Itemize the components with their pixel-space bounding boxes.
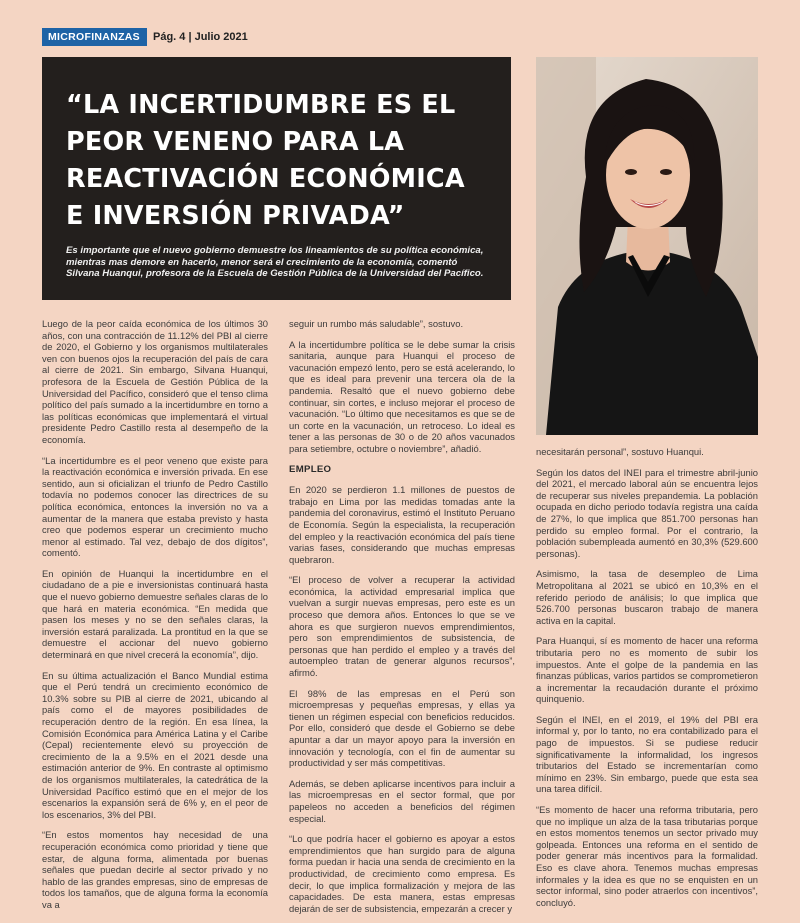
paragraph: Luego de la peor caída económica de los últimos 30 años, con una contracción de 11.12% del PBI al cierre de 2020, el Gobierno y los organismos multilaterales ven con buenos ojos la recuperación del país de cara al cierre de 2021. Sin embargo, Silvana Huanqui, profesora de la Escuela de Gestión Pública de la Universidad del Pacífico, consideró que el tenso clima político del país sumado a la incertidumbre en torno a las políticas económicas que implementará el virtual presidente Pedro Castillo resta al desempeño de la economía. — [42, 318, 268, 445]
paragraph: Además, se deben aplicarse incentivos para incluir a las microempresas en el sector formal, que por papeleos no acceden a beneficios del régimen especial. — [289, 777, 515, 824]
paragraph: Según el INEI, en el 2019, el 19% del PBI era informal y, por lo tanto, no era contabilizado para el pago de impuestos. Si se pudiese reducir significativamente la informalidad, los ingresos tributarios del Estado se incrementarían como mínimo en 23%. Sin embargo, puede que esta sea una tarea difícil. — [536, 713, 758, 795]
paragraph: Según los datos del INEI para el trimestre abril-junio del 2021, el mercado laboral aún se encuentra lejos de recuperar sus niveles prepandemia. La población ocupada en dicho periodo todavía registra una caída de 27%, lo que implica que 851.700 personas han perdido su empleo formal. Por el contrario, la población subempleada aumentó en 30,3% (529.600 personas). — [536, 466, 758, 559]
article-lead: Es importante que el nuevo gobierno demuestre los lineamientos de su política económica, mientras mas demore en hacerlo, menor será el crecimiento de la economía, comentó Silvana Huanqui, profesora de la Escuela de Gestión Pública de la Universidad del Pacífico. — [66, 245, 484, 279]
portrait-illustration — [536, 57, 758, 435]
article-title: “LA INCERTIDUMBRE ES EL PEOR VENENO PARA LA REACTIVACIÓN ECONÓMICA E INVERSIÓN PRIVADA” — [66, 90, 465, 231]
paragraph: seguir un rumbo más saludable”, sostuvo. — [289, 318, 464, 329]
headline-box — [42, 57, 511, 300]
paragraph: En su última actualización el Banco Mundial estima que el Perú tendrá un crecimiento económico de 10.3% sobre su PIB al cierre de 2021, ubicando al país como el de mayores posibilidades de recuperación dentro de la región. En esa línea, la Comisión Económica para América Latina y el Caribe (Cepal) recientemente elevó su proyección de crecimiento de la a 9.5% en el 2021 desde una estimación anterior de 9%. En contraste al optimismo de los organismos multilaterales, la catedrática de la Universidad Pacífico estimó que en el mejor de los escenarios la expansión será de 6% y, en el peor de los escenarios, 3% del PBI. — [42, 669, 268, 820]
paragraph: “La incertidumbre es el peor veneno que existe para la reactivación económica e inversión privada. En ese sentido, aun si oficializan el triunfo de Pedro Castillo todavía no podemos conocer las directrices de su política económica, entonces la inversión no va a aumentar de la manera que estaba previsto y hasta creo que podemos esperar un crecimiento mucho menor al estimado. Tal vez, debajo de dos dígitos”, comentó. — [42, 454, 268, 559]
paragraph: “El proceso de volver a recuperar la actividad económica, la actividad empresarial implica que vuelvan a surgir nuevas empresas, pero este es un proceso que demora años. Entonces lo que se ve ahora es que surgieron nuevos emprendimientos, pero son emprendimientos de subsistencia, de personas que han perdido el empleo y a través del autoempleo tratan de generar algunos recursos”, afirmó. — [289, 574, 515, 679]
paragraph: “En estos momentos hay necesidad de una recuperación económica como prioridad y tiene que estar, de alguna forma, alimentada por buenas señales que puedan decirle al sector privado y no hablo de las grandes empresas, sino de empresas de todos los tamaños, que de alguna forma la economía va a — [42, 829, 268, 910]
paragraph: Para Huanqui, sí es momento de hacer una reforma tributaria pero no es momento de subir los impuestos. Ante el golpe de la pandemia en las finanzas públicas, varios partidos se comprometieron a incrementar la recaudación durante el próximo quinquenio. — [536, 635, 758, 705]
column-2 — [289, 318, 515, 923]
section-subhead: EMPLEO — [289, 463, 332, 475]
paragraph: Asimismo, la tasa de desempleo de Lima Metropolitana al 2021 se ubicó en 10,3% en el referido periodo de análisis; lo que implica que 526.700 personas buscaron trabajo de manera activa en la capital. — [536, 568, 758, 626]
paragraph: A la incertidumbre política se le debe sumar la crisis sanitaria, aunque para Huanqui el proceso de vacunación empezó lento, pero se está acelerando, lo que es ideal para prevenir una tercera ola de la pandemia. Resaltó que el nuevo gobierno debe continuar, sin cortes, e incluso mejorar el proceso de vacunación. “Lo último que necesitamos es que se de un corte en la vacunación, un retroceso. Lo ideal es tener a las personas de 30 o de 20 años vacunados para setiembre, octubre o noviembre”, añadió. — [289, 338, 515, 454]
paragraph: En opinión de Huanqui la incertidumbre en el ciudadano de a pie e inversionistas continuará hasta que el nuevo gobierno demuestre señales claras de lo que hará en materia económica. “En medida que pasen los meses y no se den señales claras, la inversión estará paralizada. La prontitud en la que se demuestre el accionar del nuevo gobierno determinará en que nivel crecerá la economía”, dijo. — [42, 567, 268, 661]
paragraph: necesitarán personal”, sostuvo Huanqui. — [536, 446, 704, 457]
section-badge: MICROFINANZAS — [42, 28, 147, 46]
paragraph: “Lo que podría hacer el gobierno es apoyar a estos emprendimientos que han surgido para de alguna forma puedan ir hacia una senda de crecimiento en la productividad, de crecimiento como empresa. Es decir, lo que implica formalización y mejora de las capacidades. De esta manera, estas empresas dejarán de ser de subsistencia, empezarán a crecer y — [289, 833, 515, 914]
paragraph: El 98% de las empresas en el Perú son microempresas y pequeñas empresas, y ellas ya tienen un régimen especial con beneficios reducidos. Por ello, consideró que desde el Gobierno se debe apuntar a dar un mayor apoyo para la inversión en innovación y tecnología, con el fin de aumentar su productividad y ser más competitivas. — [289, 687, 515, 769]
portrait-photo — [536, 57, 758, 435]
paragraph: “Es momento de hacer una reforma tributaria, pero que no implique un alza de la tasa tributarias porque en estos momentos tenemos un sector privado muy golpeada. Entonces una reforma en el sentido de poder generar más incentivos para la formalidad. Eso es clave ahora. Tenemos muchas empresas informales y la idea es que no se enquisten en un sector informal, sino poder atraerlos con incentivos”, concluyó. — [536, 804, 758, 908]
column-3 — [536, 446, 758, 917]
column-1 — [42, 318, 268, 920]
page-header — [42, 28, 248, 46]
paragraph: En 2020 se perdieron 1.1 millones de puestos de trabajo en Lima por las medidas tomadas ante la pandemia del coronavirus, estimó el Instituto Peruano de Economía. Según la especialista, la recuperación del empleo y la reactivación económica del país tiene varias fases, considerando que muchas empresas quebraron. — [289, 484, 515, 565]
page-info: Pág. 4 | Julio 2021 — [152, 31, 248, 43]
